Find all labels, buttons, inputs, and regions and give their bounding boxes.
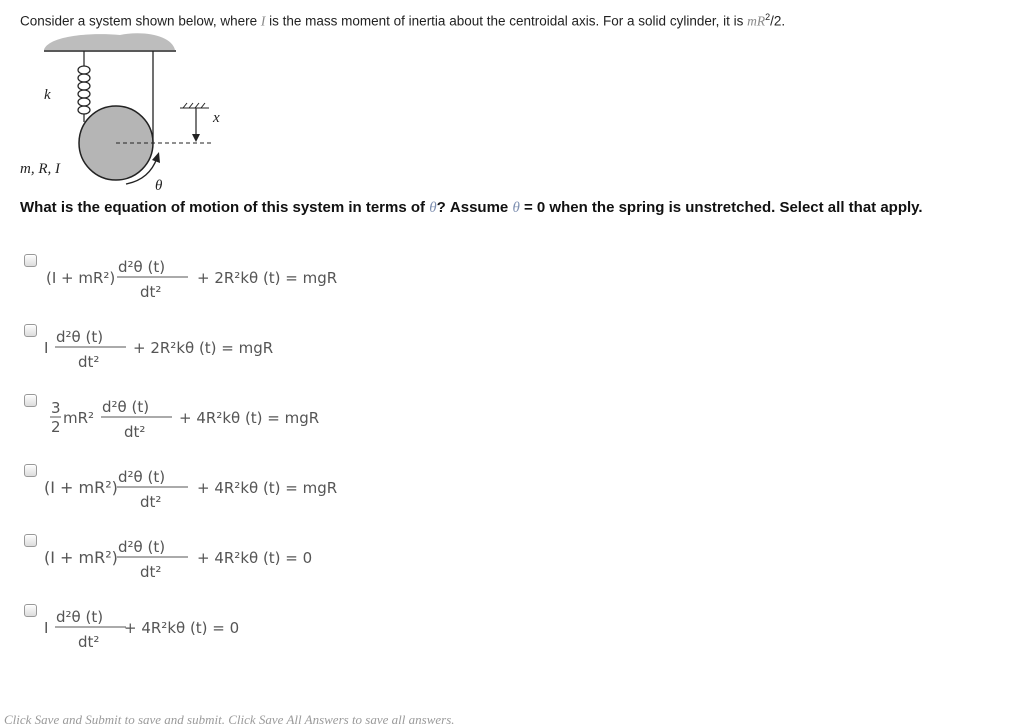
eq1-numerator: d²θ (t) — [118, 258, 166, 276]
equation-5 — [36, 532, 336, 588]
body-label: m, R, I — [20, 161, 60, 177]
eq6-rest: + 4R²kθ (t) = 0 — [124, 619, 240, 637]
spring — [78, 66, 90, 114]
eq3-denominator: dt² — [124, 423, 146, 441]
eq4-numerator: d²θ (t) — [118, 468, 166, 486]
eq1-lead: (I + mR²) — [46, 269, 116, 287]
spring-label: k — [44, 87, 51, 103]
question-text — [20, 199, 923, 217]
angle-label: θ — [155, 178, 163, 194]
question-text-middle: ? Assume — [436, 199, 513, 216]
eq3-coef-denominator: 2 — [51, 418, 61, 436]
displacement-arrowhead — [192, 134, 200, 142]
eq5-lead: (I + mR²) — [44, 548, 118, 567]
equation-4 — [36, 462, 336, 518]
eq6-denominator: dt² — [78, 633, 100, 651]
eq3-coef-numerator: 3 — [51, 399, 61, 417]
equation-3 — [36, 392, 356, 448]
inertia-symbol: I — [260, 13, 266, 29]
rotation-arrowhead — [152, 152, 160, 163]
system-diagram — [0, 30, 260, 195]
eq2-rest: + 2R²kθ (t) = mgR — [133, 339, 274, 357]
eq5-numerator: d²θ (t) — [118, 538, 166, 556]
eq4-rest: + 4R²kθ (t) = mgR — [197, 479, 338, 497]
ceiling-support — [44, 33, 175, 50]
eq6-numerator: d²θ (t) — [56, 608, 104, 626]
formula-tail: /2. — [770, 13, 786, 29]
formula-exponent: 2 — [765, 12, 771, 22]
eq2-lead: I — [44, 339, 49, 357]
eq5-rest: + 4R²kθ (t) = 0 — [197, 549, 313, 567]
ground-hatch — [180, 103, 209, 108]
eq1-rest: + 2R²kθ (t) = mgR — [197, 269, 338, 287]
eq5-denominator: dt² — [140, 563, 162, 581]
eq2-numerator: d²θ (t) — [56, 328, 104, 346]
theta-symbol-2: θ — [512, 200, 520, 216]
eq3-lead: mR² — [63, 409, 95, 427]
eq3-numerator: d²θ (t) — [102, 398, 150, 416]
intro-text-before: Consider a system shown below, where — [20, 13, 261, 29]
question-text-after: = 0 when the spring is unstretched. Select all that apply. — [519, 199, 923, 216]
equation-2 — [36, 322, 336, 378]
problem-statement — [20, 12, 785, 30]
equation-1 — [36, 252, 336, 308]
eq1-denominator: dt² — [140, 283, 162, 301]
eq3-rest: + 4R²kθ (t) = mgR — [179, 409, 320, 427]
eq4-lead: (I + mR²) — [44, 478, 118, 497]
theta-symbol-1: θ — [429, 200, 437, 216]
equation-6 — [36, 602, 336, 658]
eq6-lead: I — [44, 619, 49, 637]
question-text-before: What is the equation of motion of this system in terms of — [20, 199, 430, 216]
displacement-label: x — [213, 110, 220, 126]
eq4-denominator: dt² — [140, 493, 162, 511]
formula-base: mR — [747, 13, 766, 29]
eq2-denominator: dt² — [78, 353, 100, 371]
footer-instructions: Click Save and Submit to save and submit. Click Save All Answers to save all answers. — [4, 712, 455, 727]
intro-text-middle: is the mass moment of inertia about the centroidal axis. For a solid cylinder, it is — [265, 13, 748, 29]
